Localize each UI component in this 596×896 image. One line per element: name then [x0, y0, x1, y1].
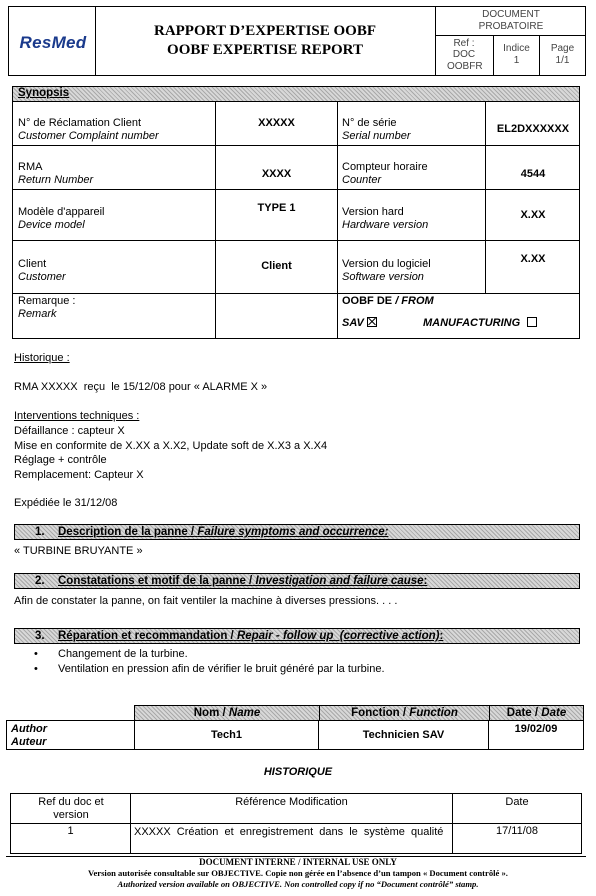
page-label: Page	[550, 43, 575, 54]
rma-value: XXXX	[261, 168, 292, 180]
complaint-number-label: N° de Réclamation Client Customer Complaint number	[18, 117, 159, 142]
col-date-header: Date	[505, 796, 529, 808]
complaint-number-value: XXXXX	[258, 117, 295, 129]
counter-value: 4544	[520, 168, 546, 180]
col-ref-header: Ref du doc et version	[38, 796, 104, 821]
col-date-header: Date / Date	[506, 707, 567, 719]
intervention-item: Remplacement: Capteur X	[14, 468, 144, 481]
header-box	[8, 6, 586, 76]
indice-value: 1	[513, 55, 520, 66]
ref-label: Ref :	[453, 38, 475, 49]
author-function: Technicien SAV	[362, 729, 445, 741]
page-value: 1/1	[555, 55, 570, 66]
synopsis-title-bar	[13, 87, 579, 102]
software-version-value: X.XX	[520, 253, 546, 265]
resmed-logo: ResMed	[19, 33, 87, 52]
section-1-body: « TURBINE BRUYANTE »	[14, 545, 143, 557]
ref-value: DOC OOBFR	[447, 49, 483, 72]
section-3-bullet: •	[34, 663, 38, 675]
synopsis-box	[12, 86, 580, 339]
history-rma-line: RMA XXXXX reçu le 15/12/08 pour « ALARME X »	[14, 381, 268, 393]
synopsis-title: Synopsis	[18, 87, 70, 99]
author-label: Author Auteur	[11, 723, 48, 748]
history-ref-cell: 1	[67, 825, 74, 837]
manufacturing-option: MANUFACTURING	[423, 317, 537, 329]
manufacturing-checkbox[interactable]	[527, 317, 537, 327]
oobf-from-label: OOBF DE / FROM	[342, 295, 434, 307]
section-3-bullet-text: Changement de la turbine.	[58, 648, 188, 660]
author-table-row	[6, 720, 584, 750]
section-2-body: Afin de constater la panne, on fait ventiler la machine à diverses pressions. . . .	[14, 595, 398, 607]
history-modification-cell: XXXXX Création et enregistrement dans le système qualité	[134, 826, 444, 838]
interventions-title: Interventions techniques :	[14, 410, 140, 422]
section-3-bullet: •	[34, 648, 38, 660]
doc-status: DOCUMENT PROBATOIRE	[478, 9, 544, 32]
rma-label: RMA Return Number	[18, 161, 94, 186]
shipped-date: Expédiée le 31/12/08	[14, 497, 118, 509]
section-3-bullet-text: Ventilation en pression afin de vérifier le bruit généré par la turbine.	[58, 663, 385, 675]
section-1-header: 1. Description de la panne / Failure symptoms and occurrence:	[14, 524, 580, 540]
author-table-header	[134, 705, 584, 721]
historique-title: HISTORIQUE	[263, 766, 333, 778]
intervention-item: Mise en conformite de X.XX a X.X2, Update soft de X.X3 a X.X4	[14, 439, 328, 452]
doc-status-cell	[435, 7, 585, 36]
hardware-version-value: X.XX	[520, 209, 546, 221]
author-date: 19/02/09	[514, 723, 558, 735]
remark-label: Remarque : Remark	[18, 295, 76, 320]
section-3-header: 3. Réparation et recommandation / Repair - follow up (corrective action):	[14, 628, 580, 644]
sav-option: SAV	[342, 317, 377, 329]
footer-version-en: Authorized version available on OBJECTIVE. Non controlled copy if no “Document contrôlé” stamp.	[117, 879, 479, 889]
serial-number-label: N° de série Serial number	[342, 117, 411, 142]
col-modification-header: Référence Modification	[235, 796, 348, 808]
intervention-item: Réglage + contrôle	[14, 454, 107, 466]
hardware-version-label: Version hard Hardware version	[342, 206, 429, 231]
history-title: Historique :	[14, 352, 70, 364]
footer-version-fr: Version autorisée consultable sur OBJECTIVE. Copie non gérée en l’absence d’un tampon « Document contrôlé ».	[88, 868, 508, 878]
intervention-item: Défaillance : capteur X	[14, 425, 125, 437]
customer-value: Client	[261, 260, 292, 272]
section-2-header: 2. Constatations et motif de la panne / Investigation and failure cause:	[14, 573, 580, 589]
report-title-fr: RAPPORT D’EXPERTISE OOBF	[153, 23, 377, 39]
interventions-list	[14, 424, 327, 482]
report-title-en: OOBF EXPERTISE REPORT	[167, 42, 363, 58]
col-name-header: Nom / Name	[193, 707, 261, 719]
footer-internal-use: DOCUMENT INTERNE / INTERNAL USE ONLY	[199, 857, 397, 867]
indice-label: Indice	[503, 43, 530, 54]
history-date-cell: 17/11/08	[495, 825, 538, 837]
col-function-header: Fonction / Function	[351, 707, 458, 719]
historique-table	[10, 793, 582, 854]
software-version-label: Version du logiciel Software version	[342, 258, 431, 283]
device-model-value: TYPE 1	[257, 202, 296, 214]
customer-label: Client Customer	[18, 258, 66, 283]
serial-number-value: EL2DXXXXXX	[496, 123, 570, 135]
device-model-label: Modèle d'appareil Device model	[18, 206, 105, 231]
counter-label: Compteur horaire Counter	[342, 161, 428, 186]
author-name: Tech1	[211, 729, 242, 741]
sav-checkbox[interactable]	[367, 317, 377, 327]
